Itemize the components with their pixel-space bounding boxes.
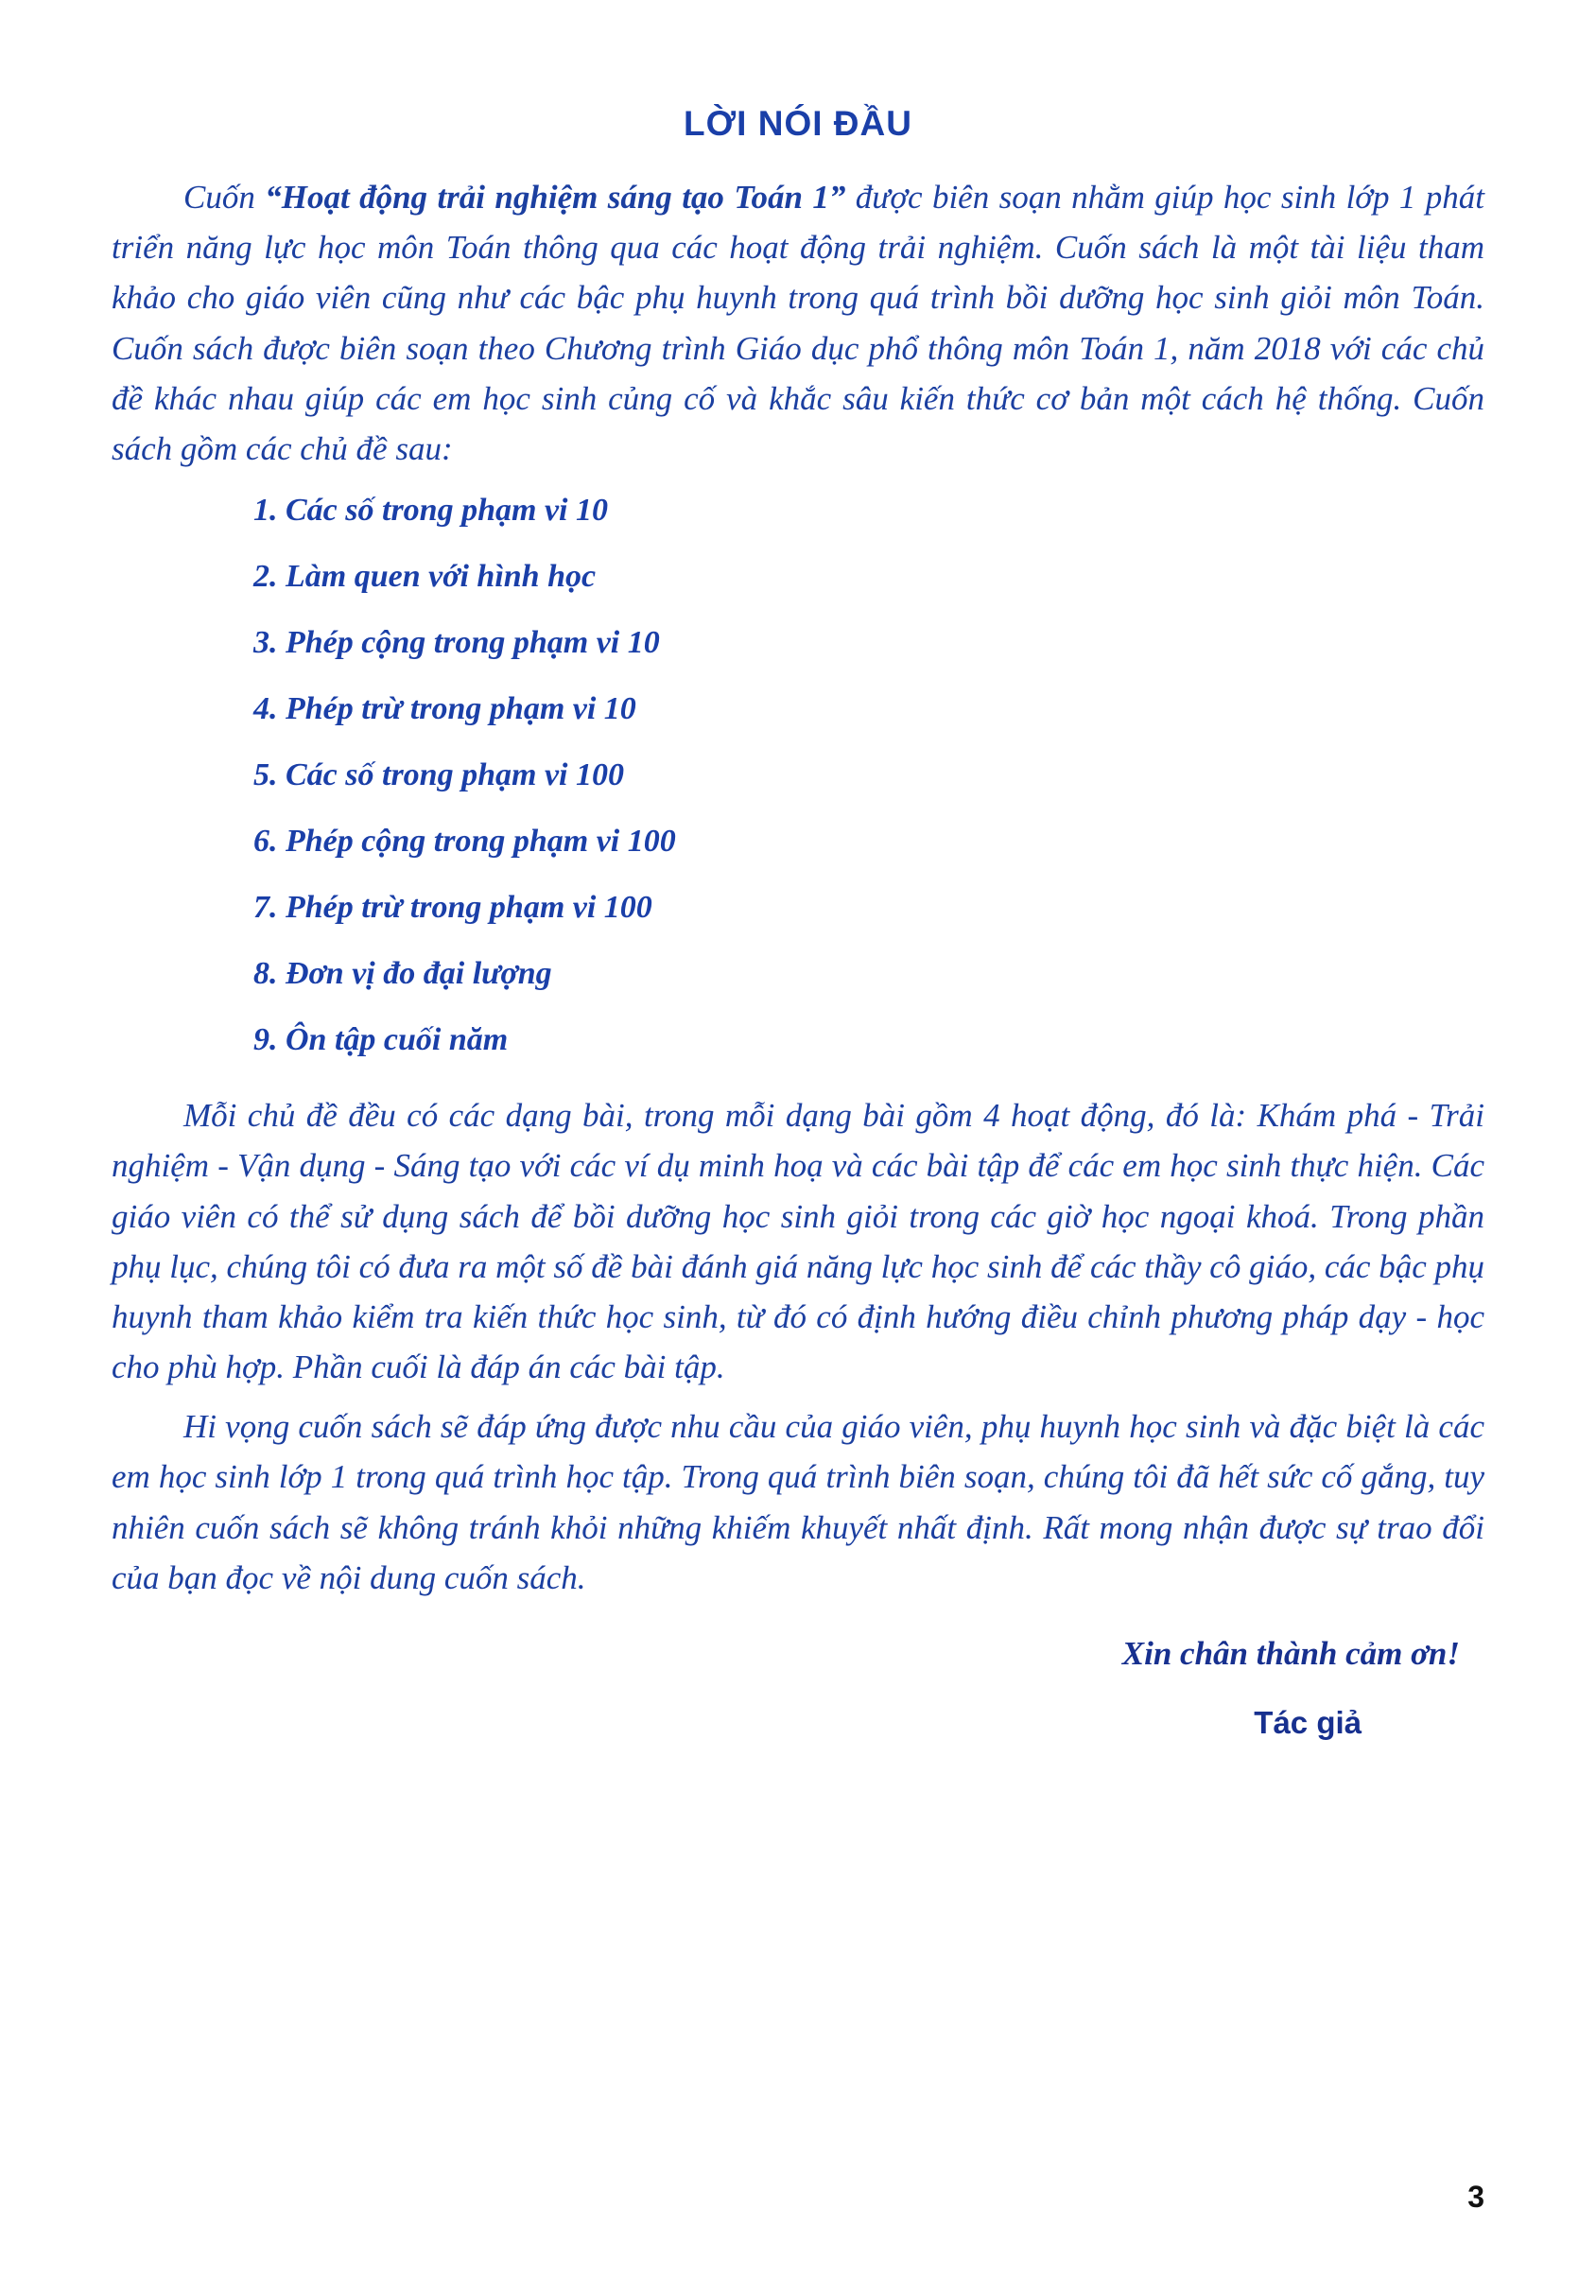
intro-text-rest: được biên soạn nhằm giúp học sinh lớp 1 phát triển năng lực học môn Toán thông qua các hoạt động trải nghiệm. Cuốn sách là một tài liệu tham khảo cho giáo viên cũng như các bậc phụ huynh trong quá trình bồi dưỡng học sinh giỏi môn Toán. Cuốn sách được biên soạn theo Chương trình Giáo dục phổ thông môn Toán 1, năm 2018 với các chủ đề khác nhau giúp các em học sinh củng cố và khắc sâu kiến thức cơ bản một cách hệ thống. Cuốn sách gồm các chủ đề sau: [112, 179, 1484, 467]
topic-label: Các số trong phạm vi 10 [286, 493, 608, 529]
topic-label: Các số trong phạm vi 100 [286, 757, 624, 793]
thanks-line: Xin chân thành cảm ơn! [1121, 1635, 1460, 1672]
list-item [112, 1024, 1484, 1056]
list-item [112, 495, 1484, 527]
author-line: Tác giả [1254, 1705, 1362, 1740]
page-content [112, 104, 1484, 1741]
topic-number: 6. [253, 824, 278, 860]
list-item [112, 627, 1484, 659]
topic-number: 7. [253, 890, 278, 926]
page-number: 3 [1467, 2180, 1484, 2214]
topic-number: 5. [253, 757, 278, 793]
closing-paragraph: Hi vọng cuốn sách sẽ đáp ứng được nhu cầu của giáo viên, phụ huynh học sinh và đặc biệt là các em học sinh lớp 1 trong quá trình học tập. Trong quá trình biên soạn, chúng tôi đã hết sức cố gắng, tuy nhiên cuốn sách sẽ không tránh khỏi những khiếm khuyết nhất định. Rất mong nhận được sự trao đổi của bạn đọc về nội dung cuốn sách. [112, 1408, 1484, 1596]
topic-label: Phép trừ trong phạm vi 100 [286, 890, 652, 926]
topic-list [112, 495, 1484, 1056]
topic-number: 3. [253, 625, 278, 661]
list-item [112, 693, 1484, 725]
topic-label: Phép trừ trong phạm vi 10 [286, 691, 636, 727]
topic-label: Ôn tập cuối năm [286, 1022, 509, 1058]
book-title-emphasis: “Hoạt động trải nghiệm sáng tạo Toán 1” [265, 179, 846, 216]
topic-number: 4. [253, 691, 278, 727]
topic-number: 9. [253, 1022, 278, 1058]
list-item [112, 826, 1484, 858]
intro-text-lead: Cuốn [183, 179, 266, 216]
topic-label: Phép cộng trong phạm vi 10 [286, 625, 660, 661]
topic-number: 2. [253, 559, 278, 595]
activities-text-rest: với các ví dụ minh hoạ và các bài tập để các em học sinh thực hiện. Các giáo viên có thể sử dụng sách để bồi dưỡng học sinh giỏi trong các giờ học ngoại khoá. Trong phần phụ lục, chúng tôi có đưa ra một số đề bài đánh giá năng lực học sinh để các thầy cô giáo, các bậc phụ huynh tham khảo kiểm tra kiến thức học sinh, từ đó có định hướng điều chỉnh phương pháp dạy - học cho phù hợp. Phần cuối là đáp án các bài tập. [112, 1147, 1484, 1386]
page-title: LỜI NÓI ĐẦU [684, 104, 912, 143]
list-item [112, 759, 1484, 791]
list-item [112, 892, 1484, 924]
topic-label: Đơn vị đo đại lượng [286, 956, 552, 992]
activities-highlight: Khám phá - Trải nghiệm - Vận dụng - Sáng tạo [112, 1097, 1485, 1185]
intro-paragraph [112, 172, 1484, 474]
activities-paragraph [112, 1090, 1484, 1392]
topic-number: 8. [253, 956, 278, 992]
topic-number: 1. [253, 493, 278, 529]
list-item [112, 561, 1484, 593]
topic-label: Làm quen với hình học [286, 559, 597, 595]
activities-text-lead: Mỗi chủ đề đều có các dạng bài, trong mỗi dạng bài gồm 4 hoạt động, đó là: [183, 1097, 1258, 1135]
topic-label: Phép cộng trong phạm vi 100 [286, 824, 676, 860]
list-item [112, 958, 1484, 990]
